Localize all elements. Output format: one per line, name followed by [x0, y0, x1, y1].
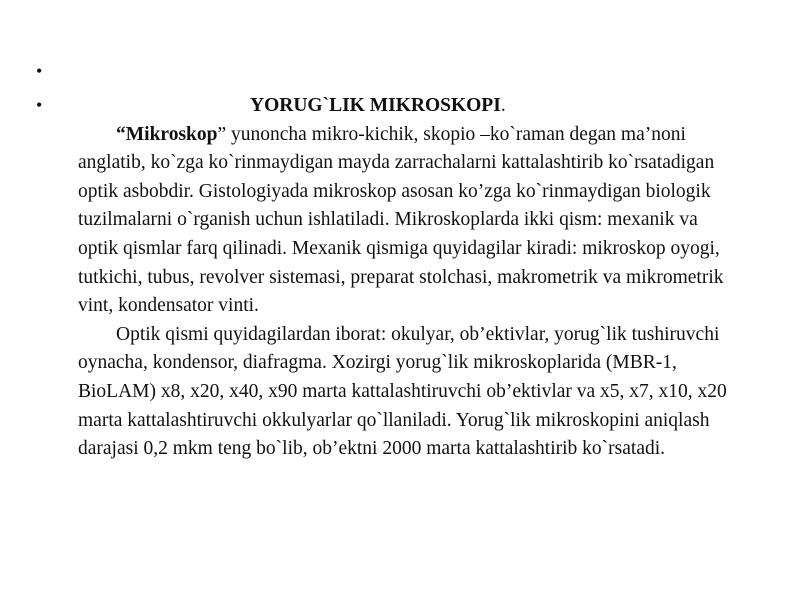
slide-title-suffix: .	[500, 95, 506, 116]
bullet-marker: •	[36, 61, 43, 81]
paragraph-text: Optik qismi quyidagilardan iborat: okulyar, ob’ektivlar, yorug`lik tushiruvchi oynacha, kondensor, diafragma. Xozirgi yorug`lik mikroskoplarida (MBR-1, BioLAM) x8, x20, x40, x90 marta kattalashtiruvchi ob’ektivlar va x5, x7, x10, x20 marta kattalashtiruvchi okkulyarlar qo`llaniladi. Yorug`lik mikroskopini aniqlash darajasi 0,2 mkm teng bo`lib, ob’ektni 2000 marta kattalashtirib ko`rsatadi.	[78, 323, 727, 460]
paragraph-optik-qismi	[78, 321, 742, 464]
slide-content	[78, 92, 742, 464]
slide-title-text: YORUG`LIK MIKROSKOPI	[250, 95, 501, 116]
term-close-quote: ”	[217, 123, 227, 145]
paragraph-text: yunoncha mikro-kichik, skopio –ko`raman degan ma’noni anglatib, ko`zga ko`rinmaydigan mayda zarrachalarni kattalashtirib ko`rsatadigan optik asbobdir. Gistologiyada mikroskop asosan ko’zga ko`rinmaydigan biologik tuzilmalarni o`rganish uchun ishlatiladi. Mikroskoplarda ikki qism: mexanik va optik qismlar farq qilinadi. Mexanik qismiga quyidagilar kiradi: mikroskop oyogi, tutkichi, tubus, revolver sistemasi, preparat stolchasi, makrometrik va mikrometrik vint, kondensator vinti.	[78, 123, 724, 317]
slide-title	[78, 92, 742, 121]
bullet-marker: •	[36, 95, 43, 115]
term-mikroskop: “Mikroskop	[116, 123, 218, 145]
paragraph-mikroskop-definition	[78, 121, 742, 321]
